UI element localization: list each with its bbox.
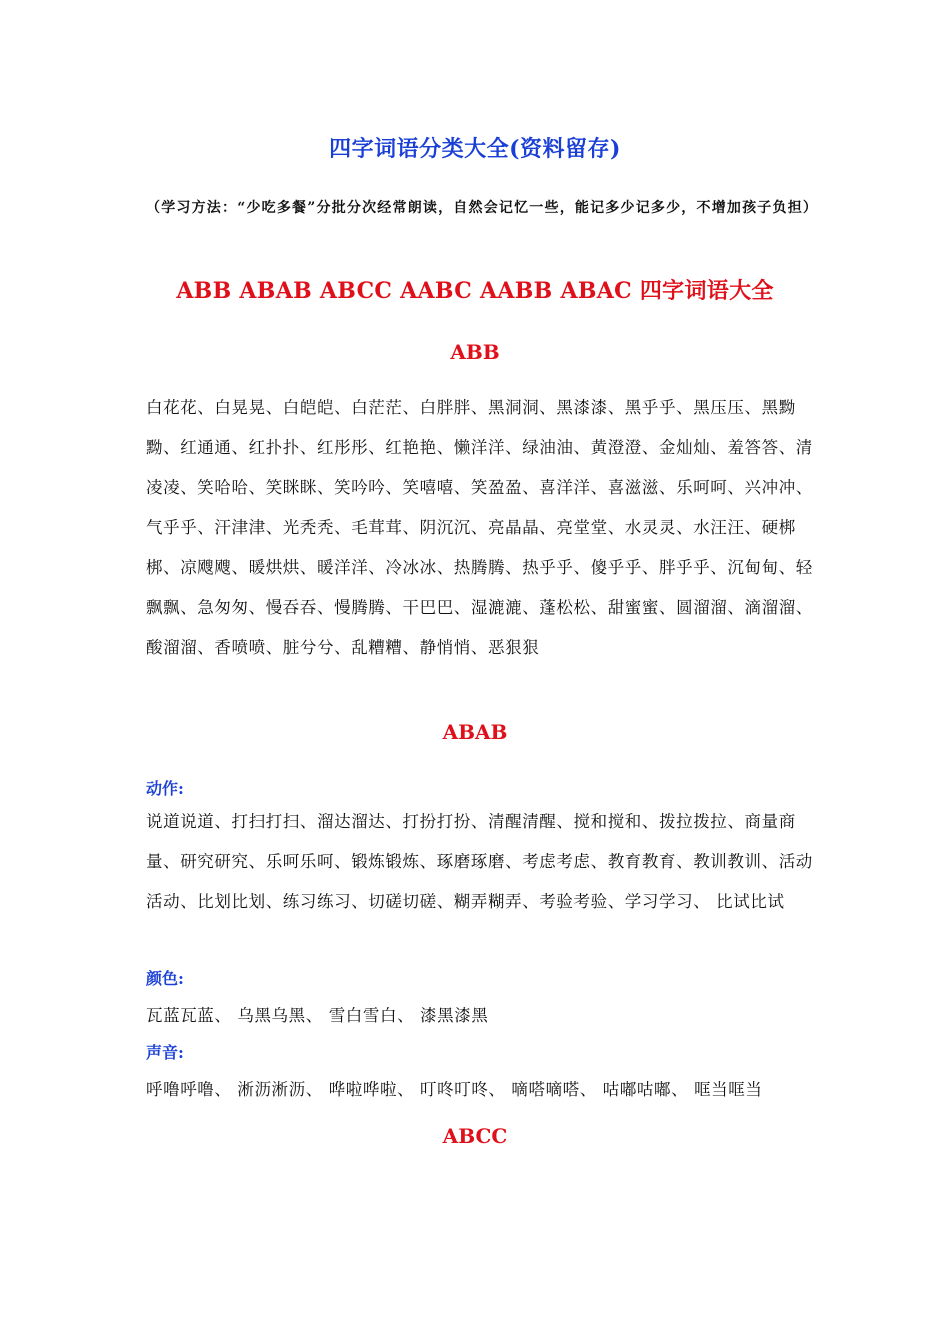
subcategory-label-action: 动作: (146, 779, 184, 798)
subcategory-label-sound: 声音: (146, 1043, 184, 1062)
document-title: 四字词语分类大全(资料留存) (329, 136, 621, 162)
subcategory-label-color: 颜色: (146, 969, 184, 988)
section-heading-abab: ABAB (442, 720, 508, 744)
study-method-note: （学习方法：“少吃多餐”分批分次经常朗读，自然会记忆一些，能记多少记多少，不增加孩子负担） (146, 200, 819, 216)
section-heading-abcc: ABCC (442, 1124, 508, 1148)
abab-sound-word-list: 呼噜呼噜、 淅沥淅沥、 哗啦哗啦、 叮咚叮咚、 嘀嗒嘀嗒、 咕嘟咕嘟、 哐当哐当 (146, 1080, 763, 1099)
abb-word-list: 白花花、白晃晃、白皑皑、白茫茫、白胖胖、黑洞洞、黑漆漆、黑乎乎、黑压压、黑黝黝、红通通、红扑扑、红彤彤、红艳艳、懒洋洋、绿油油、黄澄澄、金灿灿、羞答答、清凌凌、笑哈哈、笑眯眯、笑吟吟、笑嘻嘻、笑盈盈、喜洋洋、喜滋滋、乐呵呵、兴冲冲、气乎乎、汗津津、光秃秃、毛茸茸、阴沉沉、亮晶晶、亮堂堂、水灵灵、水汪汪、硬梆梆、凉飕飕、暖烘烘、暖洋洋、冷冰冰、热腾腾、热乎乎、傻乎乎、胖乎乎、沉甸甸、轻飘飘、急匆匆、慢吞吞、慢腾腾、干巴巴、湿漉漉、蓬松松、甜蜜蜜、圆溜溜、滴溜溜、酸溜溜、香喷喷、脏兮兮、乱糟糟、静悄悄、恶狠狠 (146, 398, 813, 657)
section-heading-abb: ABB (450, 340, 500, 364)
abab-color-word-list: 瓦蓝瓦蓝、 乌黑乌黑、 雪白雪白、 漆黑漆黑 (146, 1006, 489, 1025)
abab-action-word-list: 说道说道、打扫打扫、溜达溜达、打扮打扮、清醒清醒、搅和搅和、拨拉拨拉、商量商量、研究研究、乐呵乐呵、锻炼锻炼、琢磨琢磨、考虑考虑、教育教育、教训教训、活动活动、比划比划、练习练习、切磋切磋、糊弄糊弄、考验考验、学习学习、 比试比试 (146, 812, 813, 911)
main-heading: ABB ABAB ABCC AABC AABB ABAC 四字词语大全 (176, 278, 774, 304)
